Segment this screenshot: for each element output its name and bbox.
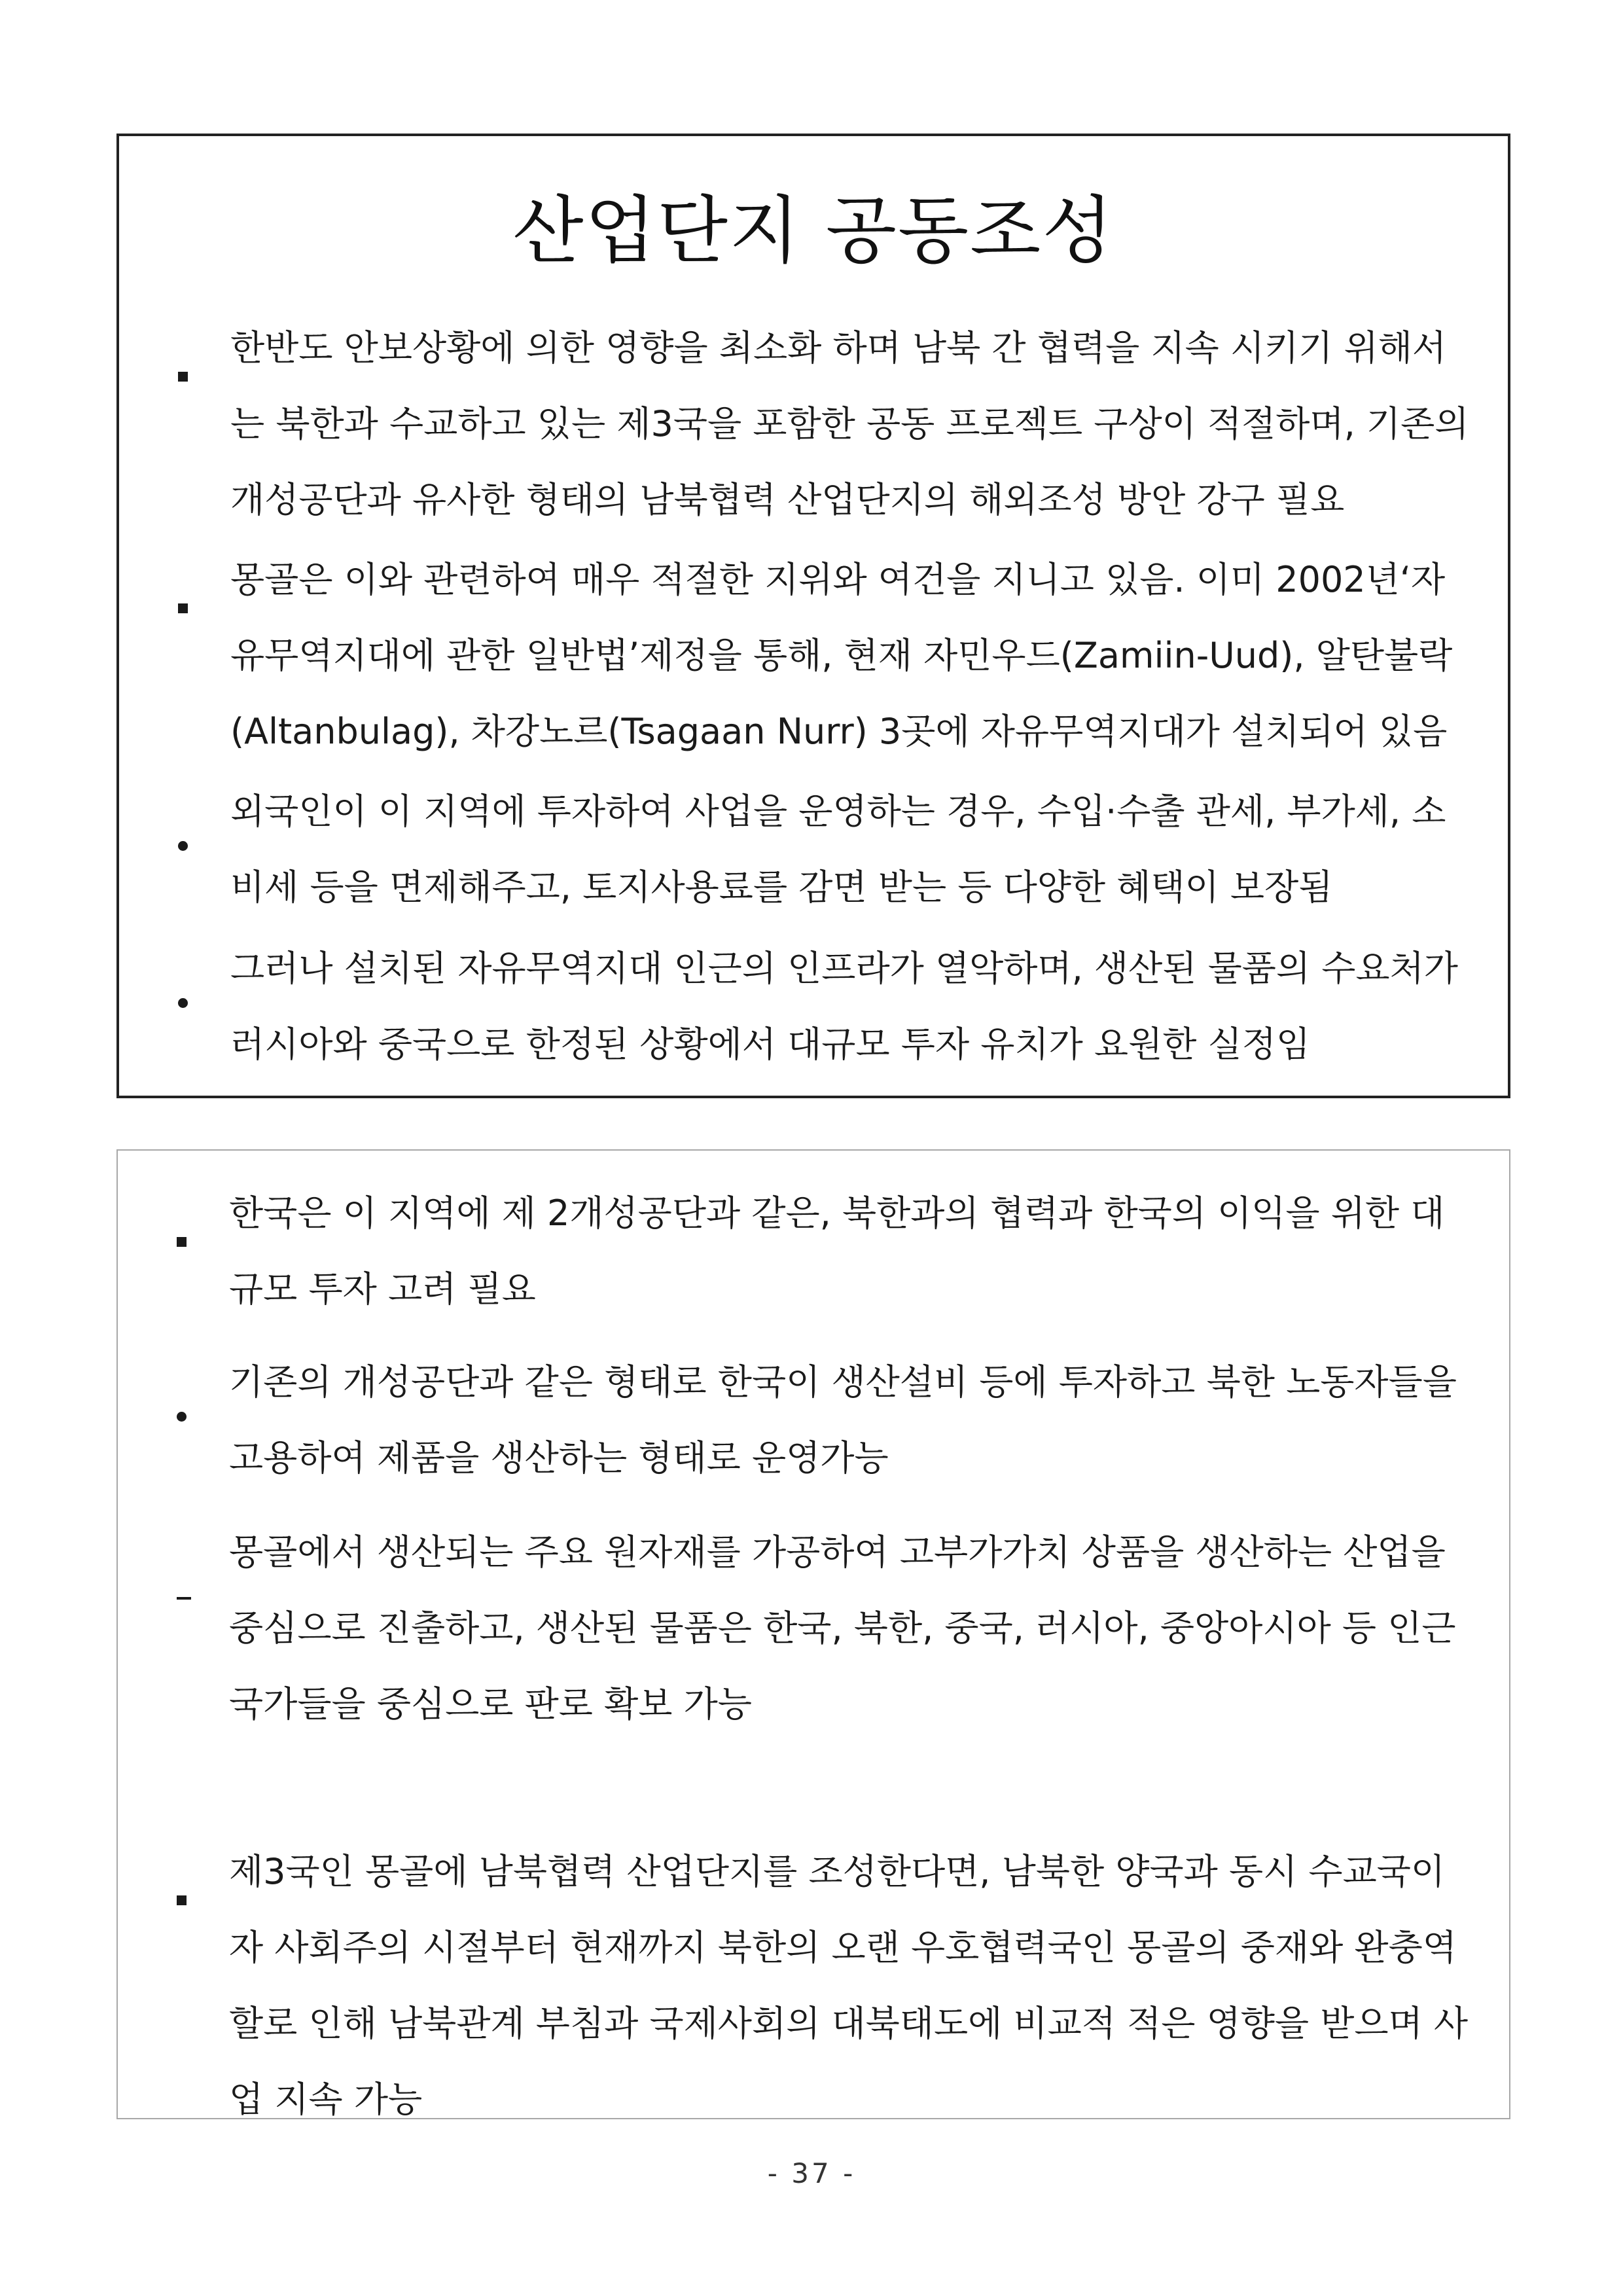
list-item — [178, 774, 1474, 925]
page-number: - 37 - — [767, 2157, 856, 2189]
list-item-text: 기존의 개성공단과 같은 형태로 한국이 생산설비 등에 투자하고 북한 노동자들을 고용하여 제품을 생산하는 형태로 운영가능 — [229, 1361, 1457, 1479]
dot-bullet-icon — [178, 774, 217, 850]
list-item — [178, 931, 1474, 1083]
list-item — [177, 1515, 1472, 1742]
list-item-text: 몽골에서 생산되는 주요 원자재를 가공하여 고부가가치 상품을 생산하는 산업을 중심으로 진출하고, 생산된 물품은 한국, 북한, 중국, 러시아, 중앙아시아 등 인근 국가들을 중심으로 판로 확보 가능 — [229, 1532, 1456, 1725]
list-item — [178, 310, 1474, 538]
summary-box — [116, 134, 1510, 1098]
list-item-text: 그러나 설치된 자유무역지대 인근의 인프라가 열악하며, 생산된 물품의 수요처가 러시아와 중국으로 한정된 상황에서 대규모 투자 유치가 요원한 실정임 — [230, 948, 1458, 1065]
dot-bullet-icon — [178, 931, 217, 1007]
list-item-text: 한국은 이 지역에 제 2개성공단과 같은, 북한과의 협력과 한국의 이익을 위한 대규모 투자 고려 필요 — [229, 1193, 1445, 1310]
list-item-text: 몽골은 이와 관련하여 매우 적절한 지위와 여건을 지니고 있음. 이미 2002년‘자유무역지대에 관한 일반법’제정을 통해, 현재 자민우드(Zamiin-Uud), 알탄불락(Altanbulag), 차강노르(Tsagaan Nurr) 3곳에 자유무역지대가 설치되어 있음 — [230, 559, 1453, 752]
square-bullet-icon — [178, 310, 217, 386]
square-bullet-icon — [177, 1175, 216, 1251]
list-item — [177, 1175, 1472, 1327]
list-item — [178, 542, 1474, 770]
list-item — [177, 1834, 1472, 2138]
list-item — [177, 1344, 1472, 1496]
page-title: 산업단지 공동조성 — [512, 188, 1115, 274]
square-bullet-icon — [177, 1834, 216, 1910]
detail-box — [116, 1149, 1510, 2119]
square-bullet-icon — [178, 542, 217, 618]
dash-bullet-icon — [177, 1515, 216, 1590]
list-item-text: 제3국인 몽골에 남북협력 산업단지를 조성한다면, 남북한 양국과 동시 수교국이자 사회주의 시절부터 현재까지 북한의 오랜 우호협력국인 몽골의 중재와 완충역할로 인해 남북관계 부침과 국제사회의 대북태도에 비교적 적은 영향을 받으며 사업 지속 가능 — [229, 1851, 1469, 2120]
list-item-text: 한반도 안보상황에 의한 영향을 최소화 하며 남북 간 협력을 지속 시키기 위해서는 북한과 수교하고 있는 제3국을 포함한 공동 프로젝트 구상이 적절하며, 기존의 개성공단과 유사한 형태의 남북협력 산업단지의 해외조성 방안 강구 필요 — [230, 327, 1469, 520]
dot-bullet-icon — [177, 1344, 216, 1420]
list-item-text: 외국인이 이 지역에 투자하여 사업을 운영하는 경우, 수입·수출 관세, 부가세, 소비세 등을 면제해주고, 토지사용료를 감면 받는 등 다양한 혜택이 보장됨 — [230, 791, 1446, 908]
